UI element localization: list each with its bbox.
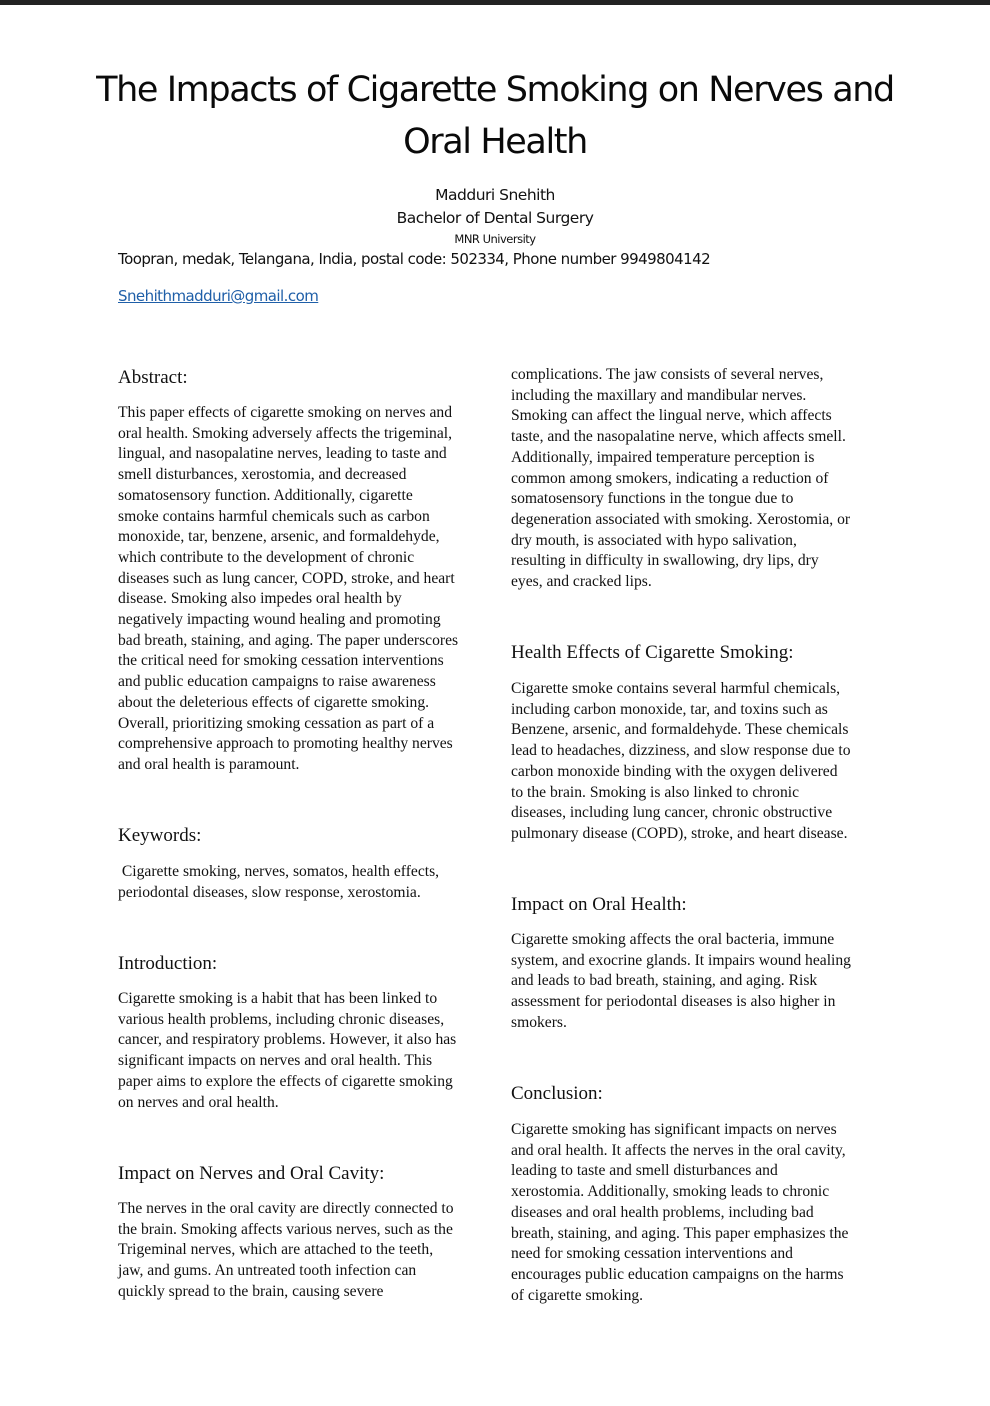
author-email-link[interactable]: Snehithmadduri@gmail.com <box>118 287 319 305</box>
text-line: comprehensive approach to promoting healthy nerves <box>118 735 453 753</box>
viewer-top-bar <box>0 0 990 5</box>
text-line: carbon monoxide binding with the oxygen delivered <box>511 762 838 780</box>
text-line: lead to headaches, dizziness, and slow response due to <box>511 742 851 760</box>
text-line: disease. Smoking also impedes oral health by <box>118 590 402 608</box>
text-line: breath, staining, and aging. This paper emphasizes the <box>511 1224 849 1242</box>
text-line: eyes, and cracked lips. <box>511 573 652 591</box>
text-line: Overall, prioritizing smoking cessation as part of a <box>118 714 435 732</box>
text-line: Cigarette smoking has significant impacts on nerves <box>511 1121 837 1138</box>
text-line: Benzene, arsenic, and formaldehyde. These chemicals <box>511 721 849 739</box>
text-line: including carbon monoxide, tar, and toxins such as <box>511 700 828 718</box>
text-line: Smoking can affect the lingual nerve, which affects <box>511 407 832 425</box>
text-line: jaw, and gums. An untreated tooth infection can <box>118 1262 417 1280</box>
abstract-heading: Abstract: <box>118 367 188 388</box>
text-line: diseases, including lung cancer, chronic obstructive <box>511 804 833 822</box>
text-line: on nerves and oral health. <box>118 1093 279 1111</box>
text-line: about the deleterious effects of cigarette smoking. <box>118 693 430 711</box>
text-line: and leads to bad breath, staining, and aging. Risk <box>511 972 818 990</box>
text-line: diseases such as lung cancer, COPD, stroke, and heart <box>118 569 455 587</box>
text-line: dry mouth, is associated with hypo salivation, <box>511 531 797 549</box>
text-line: Cigarette smoke contains several harmful chemicals, <box>511 680 841 697</box>
text-line: xerostomia. Additionally, smoking leads to chronic <box>511 1183 830 1201</box>
nerves-heading: Impact on Nerves and Oral Cavity: <box>118 1163 385 1184</box>
text-line: monoxide, tar, benzene, arsenic, and formaldehyde, <box>118 528 440 546</box>
text-line: cancer, and respiratory problems. However, it also has <box>118 1031 457 1049</box>
text-line: Cigarette smoking, nerves, somatos, health effects, <box>118 863 440 880</box>
author-university: MNR University <box>454 232 536 246</box>
conclusion-body <box>511 1120 848 1306</box>
text-line: encourages public education campaigns on the harms <box>511 1265 844 1283</box>
text-line: including the maxillary and mandibular nerves. <box>511 386 807 404</box>
nerves-body <box>118 1199 454 1303</box>
author-name: Madduri Snehith <box>435 186 555 204</box>
introduction-body <box>118 989 456 1113</box>
text-line: Additionally, impaired temperature perception is <box>511 448 815 466</box>
text-line: somatosensory functions in the tongue due to <box>511 490 794 508</box>
text-line: paper aims to explore the effects of cigarette smoking <box>118 1072 453 1090</box>
text-line: assessment for periodontal diseases is also higher in <box>511 993 836 1011</box>
author-address: Toopran, medak, Telangana, India, postal code: 502334, Phone number 9949804142 <box>118 250 711 268</box>
text-line: bad breath, staining, and aging. The paper underscores <box>118 631 459 649</box>
text-line: periodontal diseases, slow response, xerostomia. <box>118 883 421 901</box>
text-line: and oral health. It affects the nerves in the oral cavity, <box>511 1141 846 1159</box>
text-line: taste, and the nasopalatine nerve, which affects smell. <box>511 428 846 446</box>
oral-health-body <box>511 930 851 1034</box>
text-line: quickly spread to the brain, causing severe <box>118 1282 384 1300</box>
nerves-body-continued <box>511 365 850 593</box>
health-effects-body <box>511 679 851 845</box>
text-line: lingual, and nasopalatine nerves, leading to taste and <box>118 445 447 463</box>
text-line: resulting in difficulty in swallowing, dry lips, dry <box>511 552 819 570</box>
text-line: significant impacts on nerves and oral health. This <box>118 1052 433 1070</box>
text-line: smell disturbances, xerostomia, and decreased <box>118 466 407 484</box>
text-line: smoke contains harmful chemicals such as carbon <box>118 507 430 525</box>
conclusion-heading: Conclusion: <box>511 1083 603 1104</box>
text-line: to the brain. Smoking is also linked to chronic <box>511 783 800 801</box>
text-line: Cigarette smoking is a habit that has been linked to <box>118 990 438 1007</box>
keywords-heading: Keywords: <box>118 825 202 846</box>
text-line: smokers. <box>511 1013 567 1031</box>
oral-health-heading: Impact on Oral Health: <box>511 894 687 915</box>
text-line: complications. The jaw consists of several nerves, <box>511 366 824 383</box>
text-line: somatosensory function. Additionally, cigarette <box>118 486 413 504</box>
text-line: the critical need for smoking cessation interventions <box>118 652 444 670</box>
health-effects-heading: Health Effects of Cigarette Smoking: <box>511 642 794 663</box>
text-line: and public education campaigns to raise awareness <box>118 673 436 691</box>
text-line: Trigeminal nerves, which are attached to the teeth, <box>118 1241 434 1259</box>
text-line: of cigarette smoking. <box>511 1286 644 1304</box>
text-line: and oral health is paramount. <box>118 755 300 773</box>
text-line: leading to taste and smell disturbances and <box>511 1162 778 1180</box>
text-line: negatively impacting wound healing and promoting <box>118 611 441 629</box>
text-line: oral health. Smoking adversely affects the trigeminal, <box>118 424 453 442</box>
text-line: which contribute to the development of chronic <box>118 548 415 566</box>
text-line: various health problems, including chronic diseases, <box>118 1010 445 1028</box>
introduction-heading: Introduction: <box>118 953 218 974</box>
text-line: pulmonary disease (COPD), stroke, and heart disease. <box>511 824 848 842</box>
text-line: Cigarette smoking affects the oral bacteria, immune <box>511 931 835 948</box>
text-line: This paper effects of cigarette smoking on nerves and <box>118 404 452 421</box>
text-line: the brain. Smoking affects various nerves, such as the <box>118 1220 453 1238</box>
text-line: The nerves in the oral cavity are directly connected to <box>118 1200 454 1217</box>
abstract-body <box>118 403 458 776</box>
paper-title-line-1: The Impacts of Cigarette Smoking on Nerves and <box>96 70 894 110</box>
author-degree: Bachelor of Dental Surgery <box>396 209 594 227</box>
text-line: degeneration associated with smoking. Xerostomia, or <box>511 510 851 528</box>
paper-title-line-2: Oral Health <box>403 122 587 162</box>
text-line: diseases and oral health problems, including bad <box>511 1203 814 1221</box>
keywords-body <box>118 862 439 903</box>
text-line: common among smokers, indicating a reduction of <box>511 469 829 487</box>
text-line: need for smoking cessation interventions and <box>511 1245 793 1263</box>
text-line: system, and exocrine glands. It impairs wound healing <box>511 951 851 969</box>
